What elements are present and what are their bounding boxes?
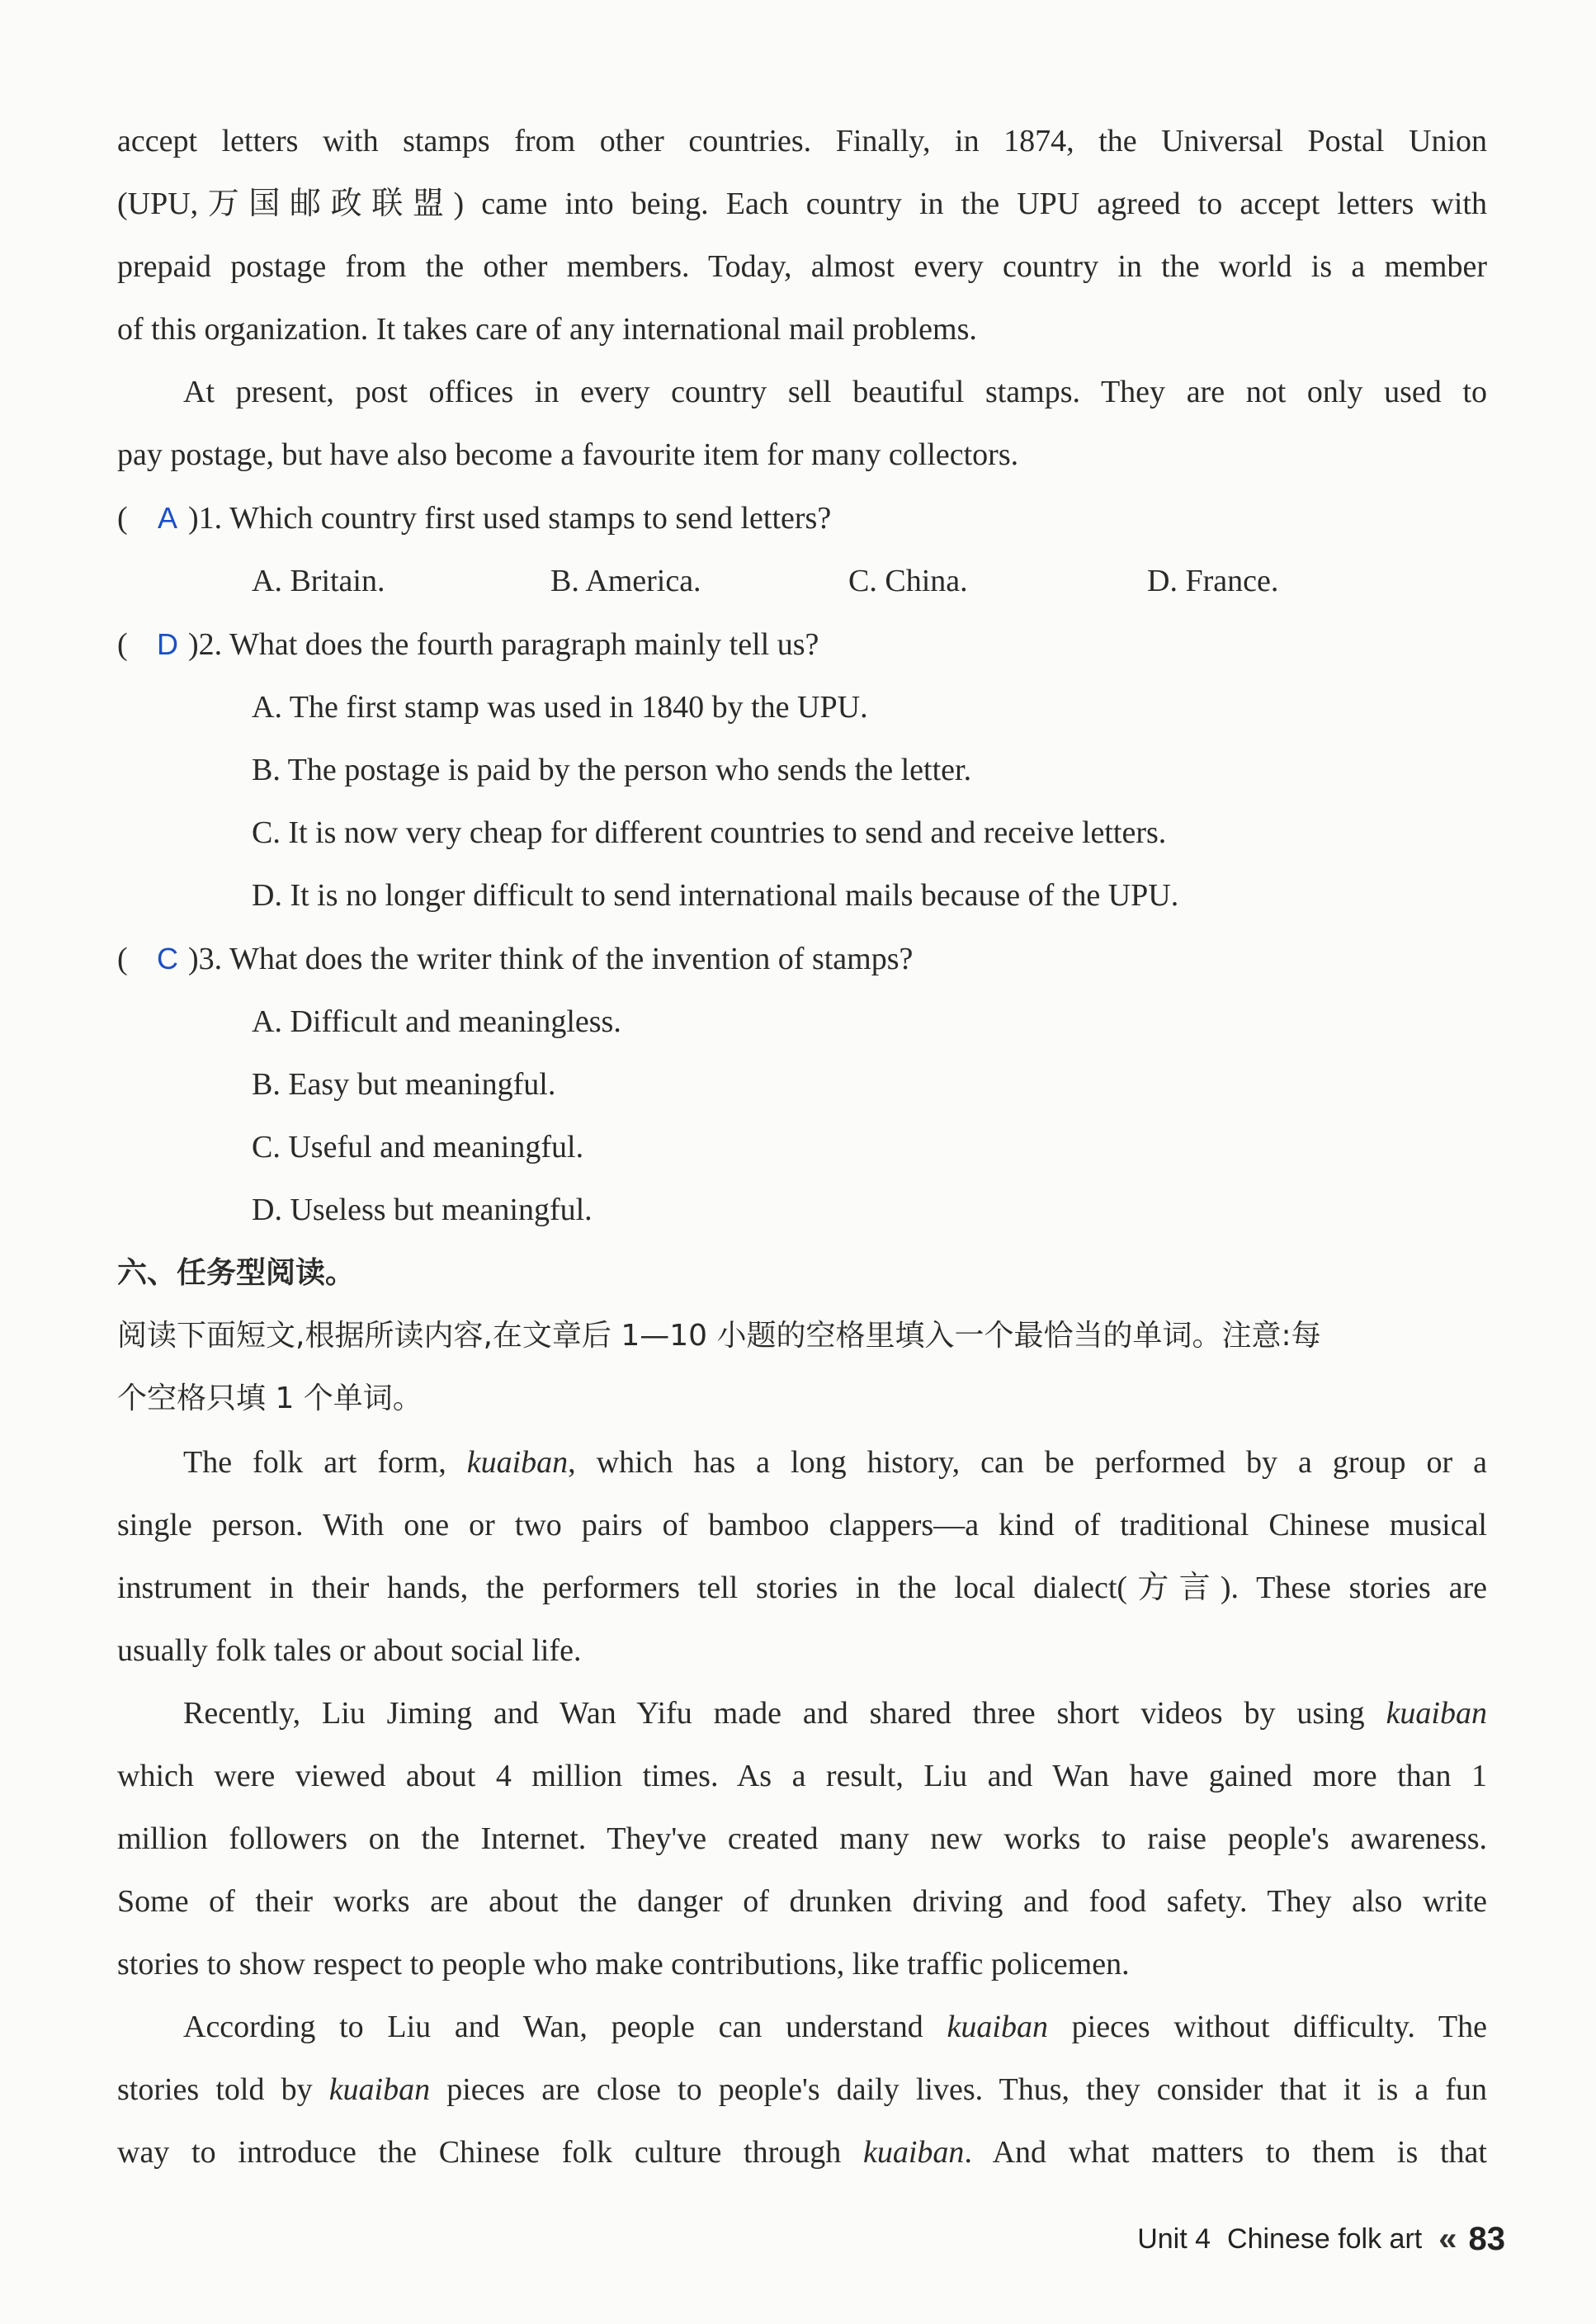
double-chevron-left-icon: « <box>1438 2220 1452 2257</box>
option: D. France. <box>1147 564 1279 598</box>
passage-line: accept letters with stamps from other countries. Finally, in 1874, the Universal Postal Union <box>117 124 1487 158</box>
passage-line: which were viewed about 4 million times. As a result, Liu and Wan have gained more than 1 <box>117 1759 1487 1793</box>
unit-label: Unit 4 <box>1137 2222 1211 2255</box>
option: B. The postage is paid by the person who sends the letter. <box>252 753 972 787</box>
passage-line: Recently, Liu Jiming and Wan Yifu made and shared three short videos by using kuaiban <box>183 1696 1487 1731</box>
question-1: ( A )1. Which country first used stamps to send letters? <box>117 498 1487 539</box>
passage-line: instrument in their hands, the performers tell stories in the local dialect(方言). These stories are <box>117 1571 1487 1605</box>
instructions-line: 阅读下面短文,根据所读内容,在文章后 1—10 小题的空格里填入一个最恰当的单词。注意:每 <box>117 1319 1321 1353</box>
passage-line: At present, post offices in every country sell beautiful stamps. They are not only used to <box>183 375 1487 409</box>
passage-line: Some of their works are about the danger of drunken driving and food safety. They also write <box>117 1884 1487 1919</box>
passage-line: single person. With one or two pairs of bamboo clappers—a kind of traditional Chinese musical <box>117 1508 1487 1542</box>
answer-2: D <box>157 627 178 661</box>
question-text: )1. Which country first used stamps to send letters? <box>188 501 832 536</box>
option: A. The first stamp was used in 1840 by the UPU. <box>252 690 868 725</box>
unit-topic: Chinese folk art <box>1227 2222 1423 2255</box>
option: D. Useless but meaningful. <box>252 1193 593 1227</box>
option: B. America. <box>550 564 701 598</box>
passage-line: stories to show respect to people who make contributions, like traffic policemen. <box>117 1947 1130 1982</box>
instructions-line: 个空格只填 1 个单词。 <box>117 1382 423 1415</box>
option: B. Easy but meaningful. <box>252 1067 556 1102</box>
passage-line: According to Liu and Wan, people can understand kuaiban pieces without difficulty. The <box>183 2010 1487 2044</box>
passage-line: usually folk tales or about social life. <box>117 1633 582 1668</box>
passage-line: prepaid postage from the other members. Today, almost every country in the world is a member <box>117 249 1487 284</box>
option: C. Useful and meaningful. <box>252 1130 584 1164</box>
question-2: ( D )2. What does the fourth paragraph mainly tell us? <box>117 624 1487 665</box>
section-heading: 六、任务型阅读。 <box>117 1256 356 1290</box>
question-3: ( C )3. What does the writer think of the invention of stamps? <box>117 938 1487 980</box>
passage-line: The folk art form, kuaiban, which has a long history, can be performed by a group or a <box>183 1445 1487 1480</box>
option: A. Difficult and meaningless. <box>252 1004 621 1039</box>
page-number: 83 <box>1468 2220 1505 2257</box>
passage-line: (UPU,万国邮政联盟) came into being. Each country in the UPU agreed to accept letters with <box>117 187 1487 221</box>
passage-line: stories told by kuaiban pieces are close to people's daily lives. Thus, they consider that it is a fun <box>117 2072 1487 2107</box>
option: A. Britain. <box>252 564 385 598</box>
passage-line: million followers on the Internet. They've created many new works to raise people's awareness. <box>117 1821 1487 1856</box>
answer-1: A <box>157 501 177 535</box>
option: C. It is now very cheap for different countries to send and receive letters. <box>252 815 1167 850</box>
option: D. It is no longer difficult to send international mails because of the UPU. <box>252 878 1179 913</box>
question-text: )2. What does the fourth paragraph mainly tell us? <box>188 627 819 662</box>
passage-line: pay postage, but have also become a favourite item for many collectors. <box>117 437 1019 472</box>
option: C. China. <box>848 564 968 598</box>
page-footer <box>1137 2218 1505 2260</box>
passage-line: way to introduce the Chinese folk culture through kuaiban. And what matters to them is that <box>117 2135 1487 2170</box>
answer-3: C <box>157 942 178 975</box>
passage-line: of this organization. It takes care of any international mail problems. <box>117 312 977 347</box>
question-text: )3. What does the writer think of the invention of stamps? <box>188 942 914 976</box>
